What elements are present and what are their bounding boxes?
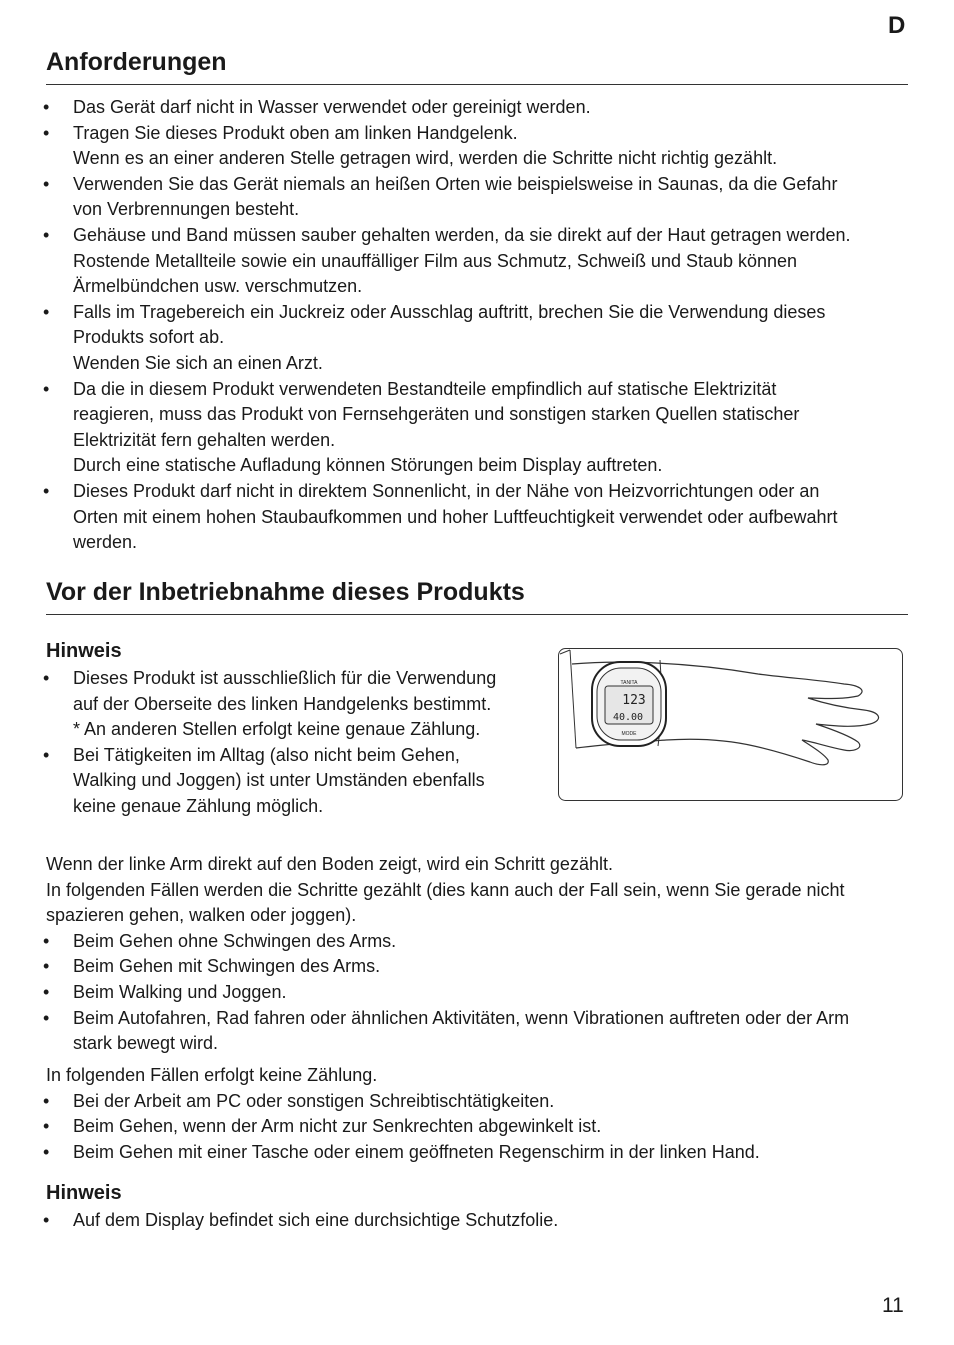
list-item-continuation: reagieren, muss das Produkt von Fernsehgeräten und sonstigen starken Quellen statischer [73,404,800,425]
list-item: Dieses Produkt darf nicht in direktem Sonnenlicht, in der Nähe von Heizvorrichtungen oder an [73,481,820,501]
list-item-continuation: Durch eine statische Aufladung können Störungen beim Display auftreten. [73,455,663,476]
watch-display-top: 123 [622,693,646,708]
watch-display-bottom: 40.00 [612,712,644,723]
list-item: Auf dem Display befindet sich eine durchsichtige Schutzfolie. [73,1209,559,1230]
bullet: • [43,956,50,977]
section-heading-anforderungen: Anforderungen [46,48,227,76]
footnote: * An anderen Stellen erfolgt keine genaue Zählung. [73,719,481,740]
bullet: • [43,1141,50,1162]
page-number: 11 [882,1294,904,1317]
list-item: Beim Gehen mit Schwingen des Arms. [73,956,381,977]
bullet: • [43,173,50,194]
list-item: Gehäuse und Band müssen sauber gehalten werden, da sie direkt auf der Haut getragen werden. [73,225,851,245]
paragraph-line: In folgenden Fällen erfolgt keine Zählung. [46,1065,378,1085]
list-item: Beim Autofahren, Rad fahren oder ähnlichen Aktivitäten, wenn Vibrationen auftreten oder der Arm [73,1007,850,1028]
bullet: • [43,97,50,117]
bullet: • [43,1209,50,1230]
list-item: Bei der Arbeit am PC oder sonstigen Schreibtischtätigkeiten. [73,1090,555,1111]
heading-rule [46,84,908,85]
list-item: Beim Walking und Joggen. [73,982,287,1002]
list-item-continuation: Wenn es an einer anderen Stelle getragen wird, werden die Schritte nicht richtig gezählt. [73,148,778,169]
list-item: Dieses Produkt ist ausschließlich für die Verwendung [73,668,497,688]
watch-brand: TANITA [620,680,638,686]
list-item-continuation: Wenden Sie sich an einen Arzt. [73,353,323,373]
list-item-continuation: Produkts sofort ab. [73,327,225,348]
bullet: • [43,378,50,399]
list-item-continuation: Ärmelbündchen usw. verschmutzen. [73,276,363,297]
list-item-continuation: stark bewegt wird. [73,1033,219,1054]
list-item-continuation: werden. [73,532,138,553]
wrist-watch-illustration [558,648,903,801]
list-item: Beim Gehen, wenn der Arm nicht zur Senkrechten abgewinkelt ist. [73,1116,602,1137]
bullet: • [43,225,50,245]
bullet: • [43,1116,50,1137]
list-item-continuation: auf der Oberseite des linken Handgelenks bestimmt. [73,693,492,714]
paragraph-line: In folgenden Fällen werden die Schritte gezählt (dies kann auch der Fall sein, wenn Sie gerade nicht [46,879,845,900]
note-heading: Hinweis [46,1182,122,1204]
bullet: • [43,982,50,1002]
list-item: Bei Tätigkeiten im Alltag (also nicht beim Gehen, [73,744,460,765]
list-item: Beim Gehen mit einer Tasche oder einem geöffneten Regenschirm in der linken Hand. [73,1141,760,1162]
bullet: • [43,1090,50,1111]
list-item-continuation: keine genaue Zählung möglich. [73,796,324,816]
bullet: • [43,668,50,688]
paragraph-line: spazieren gehen, walken oder joggen). [46,905,357,926]
bullet: • [43,481,50,501]
bullet: • [43,301,50,322]
list-item: Tragen Sie dieses Produkt oben am linken Handgelenk. [73,122,518,143]
note-heading: Hinweis [46,640,122,662]
list-item-continuation: Walking und Joggen) ist unter Umständen ebenfalls [73,770,485,791]
paragraph-line: Wenn der linke Arm direkt auf den Boden zeigt, wird ein Schritt gezählt. [46,854,613,874]
list-item: Verwenden Sie das Gerät niemals an heißen Orten wie beispielsweise in Saunas, da die Gefahr [73,173,838,194]
list-item-continuation: Elektrizität fern gehalten werden. [73,429,336,450]
watch-mode-label: MODE [621,731,637,737]
list-item: Das Gerät darf nicht in Wasser verwendet oder gereinigt werden. [73,97,591,117]
list-item: Da die in diesem Produkt verwendeten Bestandteile empfindlich auf statische Elektrizität [73,378,777,399]
bullet: • [43,1007,50,1028]
list-item-continuation: Orten mit einem hohen Staubaufkommen und hoher Luftfeuchtigkeit verwendet oder aufbewahrt [73,506,838,527]
section-heading-inbetriebnahme: Vor der Inbetriebnahme dieses Produkts [46,578,525,606]
bullet: • [43,744,50,765]
list-item-continuation: von Verbrennungen besteht. [73,199,300,220]
list-item: Beim Gehen ohne Schwingen des Arms. [73,930,397,951]
list-item: Falls im Tragebereich ein Juckreiz oder Ausschlag auftritt, brechen Sie die Verwendung dieses [73,301,826,322]
heading-rule [46,614,908,615]
bullet: • [43,930,50,951]
bullet: • [43,122,50,143]
list-item-continuation: Rostende Metallteile sowie ein unauffälliger Film aus Schmutz, Schweiß und Staub können [73,250,798,271]
language-marker: D [888,12,906,39]
